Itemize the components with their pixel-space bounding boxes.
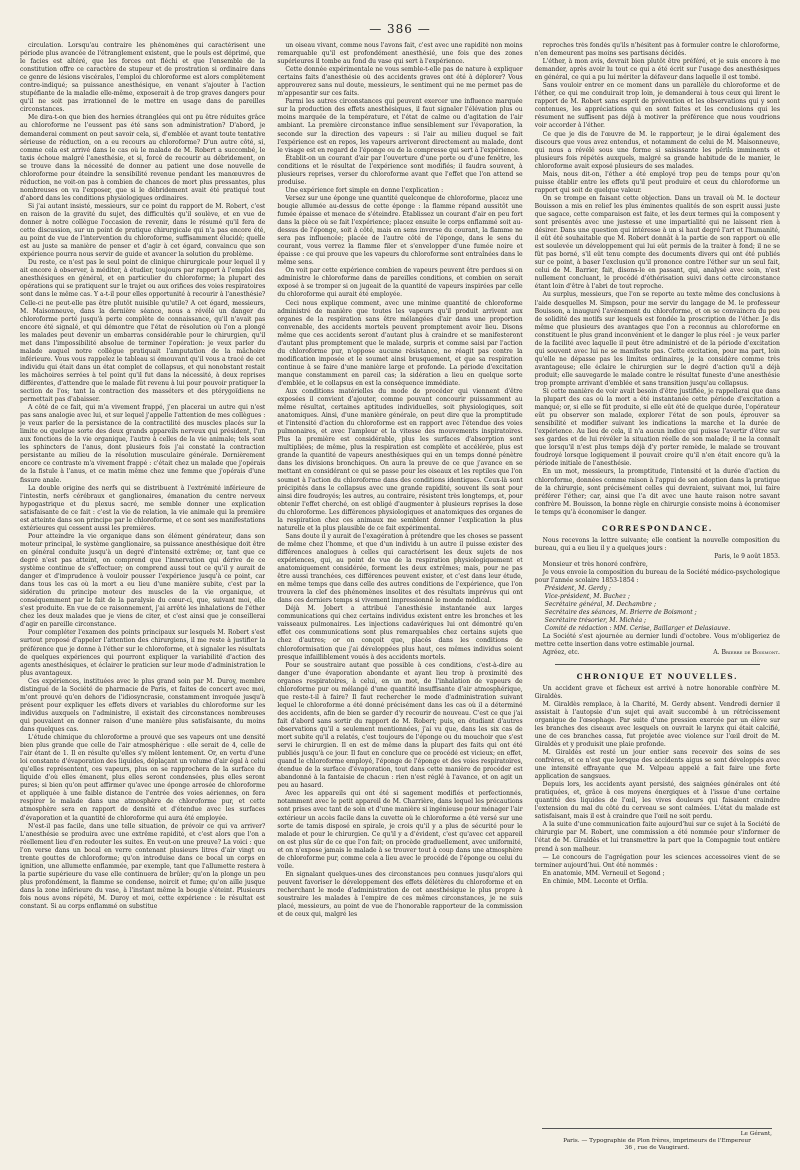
- bureau-member: Vice-président, M. Buchez ;: [544, 593, 630, 601]
- paragraph: Pour atteindre la vie organique dans son élément générateur, dans son moteur principal, le système ganglionaire, sa puissance anesthésique doit être en général conduite jusqu'à un degré d'intensité extrême; or, tant que ce degré n'est pas atteint, on comprend que l'innervation qui dérive de ce système continue de s'effectuer; on comprend aussi tout ce qu'il y aurait de danger et d'imprudence à vouloir pousser l'expérience jusqu'à ce point, car dans tous les cas où la mort a eu lieu d'une manière subite, c'est par la sidération du principe moteur des muscles de la vie organique, et conséquemment par le fait de la paralysie du cœur-ci, que, suivant moi, elle s'est produite. En vue de ce raisonnement, j'ai arrêté les inhalations de l'éther chez les deux malades que je viens de citer, et c'est ainsi que je conseillerai d'agir en pareille circonstance.: [20, 532, 266, 629]
- news-paragraph: M. Giraldès est resté un jour entier sans recevoir des soins de ses confrères, et ce n'est que lorsque des accidents aigus se sont développés avec une intensité effrayante que M. Velpeau appelé a fait faire une forte application de sangsues.: [534, 748, 780, 781]
- paragraph: Me dira-t-on que bien des hernies étranglées qui ont pu être réduites grâce au chloroforme ne l'eussent pas été sans son administration? D'abord, je demanderai comment on peut savoir cela, si, d'emblée et avant toute tentative sérieuse de réduction, on a eu recours au chloroforme? D'un autre côté, si, comme cela est arrivé dans le cas où le malade de M. Robert a succombé, le taxis échoue malgré l'anesthésie, et si, forcé de recourir au débridement, on se trouve dans la nécessité de donner au patient une dose nouvelle de chloroforme pour éteindre la sensibilité revenue pendant les manœuvres de réduction, ne voit-on pas à combien de chances de mort plus pressantes, plus nombreuses on va l'exposer, que si le débridement avait été pratiqué tout d'abord dans les conditions physiologiques ordinaires.: [20, 114, 266, 202]
- bureau-member: Secrétaire trésorier, M. Michéa ;: [544, 617, 647, 625]
- paragraph: Au surplus, messieurs, que l'on se reporte au texte même des conclusions à l'aide desquelles M. Simpson, pour me servir du langage de M. le professeur Bouisson, a inauguré l'avénement du chloroforme, et on se convaincra du peu de solidité des motifs sur lesquels est fondée la proscription de l'éther. Je dis même que plusieurs des avantages que l'on a reconnus au chloroforme en constituent le plus grand inconvénient et le danger le plus réel : je veux parler de la facilité avec laquelle il peut être administré et de la période d'excitation qui souvent avec lui ne se manifeste pas. Cette excitation, pour ma part, loin qu'elle ne dépasse pas les limites ordinaires, je la considère comme très avantageuse; elle éclaire le chirurgien sur le degré d'action qu'il a déjà produit; elle sauvegarde le malade contre le résultat funeste d'une anesthésie trop prompte arrivant d'emblée et sans transition jusqu'au collapsus.: [534, 291, 780, 387]
- letter-signoff: [535, 649, 780, 657]
- paragraph: Déjà M. Jobert a attribué l'anesthésie instantanée aux larges communications qui chez certains individus existent entre les bronches et les vaisseaux pulmonaires. Les injections cadavériques lui ont démontré qu'en effet ces communications sont plus remarquables chez certains sujets que chez d'autres; or on conçoit que, placés dans les conditions de chloroformisation que j'ai développées plus haut, ces mêmes individus soient presque infailliblement voués à des accidents mortels.: [277, 605, 523, 661]
- news-paragraph: En chimie, MM. Leconte et Orfila.: [542, 877, 648, 885]
- paragraph: Si cette manière de voir avait besoin d'être justifiée, je rappellerai que dans la plupart des cas où la mort a été instantanée cette période d'excitation a manqué; or, si elle se fût produite, si elle eût été de quelque durée, l'opérateur eût pu observer son malade, explorer l'état de son pouls, éprouver sa sensibilité et modifier suivant les indications la marche et la durée de l'expérience. Au lieu de cela, il n'a aucun indice qui puisse l'avertir d'être sur ses gardes et de lui révéler la situation réelle de son malade; il ne la connaît que lorsqu'il n'est plus temps déjà d'y porter remède, le malade se trouvant foudroyé lorsque logiquement il pouvait croire qu'il n'en était encore qu'à la période initiale de l'anesthésie.: [534, 388, 780, 468]
- news-paragraph: Depuis lors, les accidents ayant persisté, des saignées générales ont été pratiquées, et, grâce à ces moyens énergiques et à l'issue d'une certaine quantité des liquides de l'œil, les vives douleurs qui faisaient craindre l'extension du mal du côté du cerveau se sont calmées. L'état du malade est satisfaisant, mais il est à craindre que l'œil ne soit perdu.: [534, 781, 780, 821]
- columns: [20, 42, 780, 1132]
- paragraph: Sans doute il y aurait de l'exagération à prétendre que les choses se passent de même chez l'homme, et que d'un individu à un autre il puisse exister des différences analogues à celles qui caractérisent les deux sujets de nos expériences, qui, au point de vue de la respiration physiologiquement et anatomiquement considérée, forment les deux extrêmes; mais, pour ne pas être aussi tranchées, ces différences peuvent exister, et c'est dans leur étude, en même temps que dans celle des autres conditions de l'expérience, que l'on trouvera la clef des phénomènes insolites et des résultats imprévus qui ont dans ces derniers temps si vivement impressionné le monde médical.: [277, 532, 523, 605]
- paragraph: Sans vouloir entrer en ce moment dans un parallèle du chloroforme et de l'éther, ce qui me conduirait trop loin, je demanderai à tous ceux qui lirent le rapport de M. Robert sans esprit de prévention et les observations qui y sont contenues, les appréciations qui en sont faites et les conclusions qui les résument ne suffisent pas déjà à motiver la préférence que nous voudrions voir accorder à l'éther.: [534, 82, 780, 130]
- paragraph: On se trompe en faisant cette objection. Dans un travail où M. le docteur Bouisson a mis en relief les plus éminentes qualités de son esprit aussi juste que sagace, cette comparaison est faite, et les deux termes qui la composent y sont présentés avec une justesse et une impartialité qui ne laissent rien à désirer. Dans une question qui intéresse à un si haut degré l'art et l'humanité, il eût été souhaitable que M. Robert donnât à la partie de son rapport où elle est soulevée un développement qui lui eût permis de la traiter à fond; il ne se fût pas borné, s'il eût tenu compte des documents divers qui ont été publiés sur ce point, à baser l'exclusion qu'il prononce contre l'éther sur un seul fait, celui de M. Barrier, fait, disons-le en passant, qui, analysé avec soin, n'est nullement concluant, le procédé d'éthérisation suivi dans cette circonstance étant loin d'être à l'abri de tout reproche.: [534, 194, 780, 291]
- column-2: [277, 42, 522, 1132]
- paragraph: Pour compléter l'examen des points principaux sur lesquels M. Robert s'est surtout proposé d'appeler l'attention des chirurgiens, il me reste à justifier la préférence que je donne à l'éther sur le chloroforme, et à signaler les résultats de quelques expériences qui pourront expliquer la variabilité d'action des agents anesthésiques, et éclairer le praticien sur leur mode d'administration le plus avantageux.: [20, 629, 266, 677]
- letter-body: Je vous envoie la composition du bureau de la Société médico-psychologique pour l'année scolaire 1853-1854 :: [534, 569, 780, 585]
- chronique-article: [535, 685, 780, 886]
- correspondence-heading: CORRESPONDANCE.: [601, 523, 713, 533]
- paragraph: L'étude chimique du chloroforme a prouvé que ses vapeurs ont une densité bien plus grande que celle de l'air atmosphérique : elle serait de 4, celle de l'air étant de 1. Il en résulte qu'elles s'y mêlent lentement. Or, en vertu d'une loi constante d'évaporation des liquides, déplaçant un volume d'air égal à celui qu'elles représentent, ces vapeurs, plus on se rapprochera de la surface du liquide d'où elles émanent, plus elles seront condensées, plus elles seront pures; si bien qu'on peut affirmer qu'avec une éponge arrosée de chloroforme et appliquée à une faible distance de l'entrée des voies aériennes, on fera respirer le malade dans une atmosphère de chloroforme pur, et cette atmosphère sera en rapport de densité et d'étendue avec les surfaces d'évaporation et la quantité de chloroforme qui aura été employée.: [20, 734, 266, 822]
- paragraph: Établit-on un courant d'air par l'ouverture d'une porte ou d'une fenêtre, les conditions et le résultat de l'expérience sont modifiés; il faudra souvent, à plusieurs reprises, verser du chloroforme avant que l'effet que l'on attend se produise.: [277, 154, 523, 186]
- bureau-members-list: [535, 585, 780, 633]
- letter-salutation: Monsieur et très honoré confrère,: [542, 560, 648, 568]
- news-paragraph: — Le concours de l'agrégation pour les sciences accessoires vient de se terminer aujourd'hui. Ont été nommés :: [534, 853, 780, 869]
- letter-date: Paris, le 9 août 1853.: [714, 552, 780, 560]
- bureau-member: Comité de rédaction : MM. Cerise, Baillarger et Delasiauve.: [544, 625, 731, 633]
- paragraph: Aux conditions matérielles du mode de procéder qui viennent d'être exposées il convient d'ajouter, comme pouvant concourir puissamment au même résultat, certaines aptitudes individuelles, soit physiologiques, soit anatomiques. Ainsi, d'une manière générale, on peut dire que la promptitude et l'intensité d'action du chloroforme est en rapport avec l'étendue des voies pulmonaires, et avec l'ampleur et la vitesse des mouvements inspiratoires. Plus la première est considérable, plus les surfaces d'absorption sont multipliées; de même, plus la respiration est complète et accélérée, plus est grande la quantité de vapeurs anesthésiques qui en un temps donné pénètre dans les divisions bronchiques. On aura la preuve de ce que j'avance en se mettant en considérant ce qui se passe pour les oiseaux et les reptiles que l'on soumet à l'action du chloroforme dans des conditions identiques. Ceux-là sont précipités dans le collapsus avec une grande rapidité, souvent ils sont pour ainsi dire foudroyés; les autres, au contraire, résistent très longtemps, et, pour obtenir l'effet cherché, on est obligé d'augmenter à plusieurs reprises la dose du chloroforme. Les différences physiologiques et anatomiques des organes de la respiration chez ces animaux me semblent donner l'explication la plus naturelle et la plus plausible de ce fait expérimental.: [277, 388, 523, 532]
- correspondence-intro: Nous recevons la lettre suivante; elle contient la nouvelle composition du bureau, qui a eu lieu il y a quelques jours :: [534, 536, 780, 552]
- paragraph: Avec les appareils qui ont été si sagement modifiés et perfectionnés, notamment avec le petit appareil de M. Charrière, dans lequel les précautions sont prises avec tant de soin et d'une manière si ingénieuse pour ménager l'air extérieur un accès facile dans la cuvette où le chloroforme a été versé sur une sorte de tamis disposé en spirale, je crois qu'il y a plus de sécurité pour le malade et pour le chirurgien. Ce qu'il y a d'évident, c'est qu'avec cet appareil on est plus sûr de ce que l'on fait; on procède graduellement, avec uniformité, et on n'expose jamais le malade à se trouver tout à coup dans une atmosphère de chloroforme pur, comme cela a lieu avec le procédé de l'éponge ou celui du voile.: [277, 790, 523, 870]
- paragraph: Pour se soustraire autant que possible à ces conditions, c'est-à-dire au danger d'une évaporation abondante et ayant lieu trop à proximité des organes respiratoires, à celui, en un mot, de l'inhalation de vapeurs de chloroforme pur ou mélangé d'une quantité insuffisante d'air atmosphérique, que reste-t-il à faire? Il faut rechercher le mode d'administration suivant lequel le chloroforme a été donné précisément dans les cas où il a déterminé des accidents, afin de bien se garder d'y recourir de nouveau. C'est ce que j'ai fait d'abord sans sortir du rapport de M. Robert; puis, en étudiant d'autres observations qu'il a seulement mentionnées, j'ai vu que, dans les six cas de mort subite qu'il a relatés, c'est toujours de l'éponge ou du mouchoir que s'est servi le chirurgien. Il en est de même dans la plupart des faits qui ont été publiés jusqu'à ce jour. Il faut en conclure que ce procédé est vicieux; en effet, quand le chloroforme employé, l'éponge de l'éponge et des voies respiratoires, étendue de la surface d'évaporation, tout dans cette manière de procéder est abandonné à la fantaisie de chacun : rien n'est réglé à l'avance, et on agit un peu au hasard.: [277, 661, 523, 790]
- paragraph: Parmi les autres circonstances qui peuvent exercer une influence marquée sur la production des effets anesthésiques, il faut signaler l'élévation plus ou moins marquée de la température, et l'état de calme ou d'agitation de l'air ambiant. La première circonstance influe sensiblement sur l'évaporation, la seconde sur la direction des vapeurs : si l'air au milieu duquel se fait l'expérience est en repos, les vapeurs arriveront directement au malade, dont le visage est en regard de l'éponge ou de la compresse qui sert à l'expérience.: [277, 98, 523, 154]
- printer-line: Paris. — Typographie de Plon frères, imprimeurs de l'Empereur: [563, 1138, 751, 1144]
- section-divider: [555, 664, 760, 665]
- bureau-member: Secrétaire général, M. Dechambre ;: [544, 601, 657, 609]
- paragraph: Mais, nous dit-on, l'éther a été employé trop peu de temps pour qu'on puisse établir entre les effets qu'il peut produire et ceux du chloroforme un rapport qui soit de quelque valeur.: [534, 170, 780, 194]
- paragraph: Si j'ai autant insisté, messieurs, sur ce point du rapport de M. Robert, c'est en raison de la gravité du sujet, des difficultés qu'il soulève, et en vue de donner à notre collègue l'occasion de revenir, dans le résumé qu'il fera de cette discussion, sur un point de pratique chirurgicale qui n'a pas encore été, au point de vue de l'intervention du chloroforme, suffisamment élucidé; quelle est au juste sa manière de penser et d'agir à cet égard, convaincu que son expérience pourra nous servir de guide et avancer la solution du problème.: [20, 202, 266, 259]
- paragraph: A côté de ce fait, qui m'a vivement frappé, j'en placerai un autre qui n'est pas sans analogie avec lui, et sur lequel j'appelle l'attention de mes collègues : je veux parler de la persistance de la contractilité des muscles placés sur la limite ou quelque sorte des deux grands appareils nerveux qui président, l'un aux fonctions de la vie organique, l'autre à celles de la vie animale; tels sont les sphincters de l'anus, dont plusieurs fois j'ai constaté la contraction persistante au milieu de la résolution musculaire générale. Dernièrement encore ce contraste m'a vivement frappé : c'était chez un malade que j'opérais de la fistule à l'anus, et ce matin même chez une femme que j'opérais d'une fissure anale.: [20, 404, 266, 484]
- bureau-member: Président, M. Gerdy ;: [544, 585, 611, 593]
- paragraph: La double origine des nerfs qui se distribuent à l'extrémité inférieure de l'intestin, nerfs cérébraux et ganglionaires, émanation du centre nerveux hypogastrique et du plexus sacré, me semble donner une explication satisfaisante de ce fait : c'est la vie de relation, la vie animale qui la première est atteinte dans son principe par le chloroforme, et ce sont ses manifestations extérieures qui cessent aussi les premières.: [20, 484, 266, 532]
- paragraph: L'éther, à mon avis, devrait bien plutôt être préféré, et je suis encore à me demander, après avoir lu tout ce qui a été écrit sur l'usage des anesthésiques en général, ce qui a pu lui mériter la défaveur dans laquelle il est tombé.: [534, 58, 780, 82]
- paragraph: On voit par cette expérience combien de vapeurs peuvent être perdues si on administre le chloroforme dans de pareilles conditions, et combien on serait exposé à se tromper si on jugeait de la quantité de vapeurs inspirées par celle du chloroforme qui aurait été employée.: [277, 267, 523, 299]
- paragraph: circulation. Lorsqu'au contraire les phénomènes qui caractérisent une période plus avancée de l'étranglement existent, que le pouls est déprimé, que le facies est altéré, que les forces ont fléchi et que l'ensemble de la constitution offre ce caractère de stupeur et de prostration si ordinaire dans ce genre de lésions viscérales, l'emploi du chloroforme est alors complétement contre-indiqué; sa puissance anesthésique, en venant s'ajouter à l'action stupéfiante de la maladie elle-même, exposerait à de trop graves dangers pour qu'il ne soit pas irrationnel de le mettre en usage dans de pareilles circonstances.: [20, 42, 266, 114]
- letter-closing: La Société s'est ajournée au dernier lundi d'octobre. Vous m'obligeriez de mettre cette insertion dans votre estimable journal.: [534, 633, 780, 649]
- news-paragraph: Un accident grave et fâcheux est arrivé à notre honorable confrère M. Giraldès.: [534, 684, 780, 700]
- paragraph: un oiseau vivant, comme nous l'avons fait, c'est avec une rapidité non moins remarquable qu'il est profondément anesthésié, une fois que des zones supérieures il tombe au fond du vase qui sert à l'expérience.: [277, 42, 523, 66]
- bureau-member: Secrétaire des séances, M. Brierre de Boismont ;: [544, 609, 697, 617]
- paragraph: Ceci nous explique comment, avec une minime quantité de chloroforme administré de manière que toutes les vapeurs qu'il produit arrivent aux organes de la respiration sans être mélangées d'air dans une proportion convenable, des accidents mortels peuvent promptement avoir lieu. Disons même que ces accidents seront d'autant plus à craindre et se manifesteront d'autant plus promptement que le malade, surpris et comme saisi par l'action du chloroforme pur, n'oppose aucune résistance, ne réagit pas contre la modification imposée et le soumet ainsi brusquement, et que sa respiration continue à se faire d'une manière large et profonde. La période d'excitation manque constamment en pareil cas; la sidération a lieu en quelque sorte d'emblée, et le collapsus en est la conséquence immédiate.: [277, 299, 523, 387]
- paragraph: En signalant quelques-unes des circonstances peu connues jusqu'alors qui peuvent favoriser le développement des effets délétères du chloroforme et en recherchant le mode d'administration de cet anesthésique le plus propre à soustraire les malades à l'empire de ces mêmes circonstances, je ne suis placé, messieurs, au point de vue de l'honorable rapporteur de la commission et de ceux qui, malgré les: [277, 870, 523, 919]
- column-3: [535, 42, 780, 1132]
- paragraph: Du reste, ce n'est pas le seul point de clinique chirurgicale pour lequel il y ait encore à observer, à méditer, à étudier, toujours par rapport à l'emploi des anesthésiques en général, et en particulier du chloroforme; la plupart des opérations qui se pratiquent sur le trajet ou aux orifices des voies respiratoires sont dans le même cas. Y a-t-il pour elles opportunité à recourir à l'anesthésie? Celle-ci ne peut-elle pas être plutôt nuisible qu'utile? A cet égard, messieurs, M. Maisonneuve, dans la dernière séance, nous a révélé un danger du chloroforme porté jusqu'à perte complète de connaissance, qu'il n'avait pas encore été signalé, et qui démontre que l'état de résolution où l'on a plongé les malades peut devenir un embarras considérable pour le chirurgien, qu'il met dans l'impossibilité absolue de terminer l'opération: je veux parler du malade auquel notre collègue pratiquait l'amputation de la mâchoire inférieure. Vous vous rappelez le tableau si émouvant qu'il vous a tracé de cet individu qui était dans un état complet de collapsus, et qui nonobstant restait les mâchoires serrées à tel point qu'il fut dans la nécessité, à deux reprises différentes, d'attendre que le malade fût revenu à lui pour pouvoir pratiquer la section de l'os; tant la contraction des masséters et des ptérygoïdiens ne permettait pas d'abaisser.: [20, 259, 266, 404]
- letter-signature: A. Brierre de Boismont.: [713, 649, 780, 657]
- column-3-article: [535, 42, 780, 517]
- paragraph: N'est-il pas facile, dans une telle situation, de prévoir ce qui va arriver? L'anesthésie se produira avec une extrême rapidité, et c'est alors que l'on a réellement lieu d'en redouter les suites. En veut-on une preuve? La voici : que l'on verse dans un bocal en verre contenant plusieurs litres d'air vingt ou trente gouttes de chloroforme; qu'on introduise dans ce bocal un corps en ignition, une allumette enflammée, par exemple, tant que l'allumette restera à la partie supérieure du vase elle continuera de brûler; qu'on la plonge un peu plus profondément, la flamme se condense, noircit et fume; qu'on aille jusque dans la zone inférieure du vase, à l'instant même la bougie s'éteint. Plusieurs fois nous avons répété, M. Duroy et moi, cette expérience : le résultat est constant. Si au corps enflammé on substitue: [20, 822, 266, 911]
- paragraph: En un mot, messieurs, la promptitude, l'intensité et la durée d'action du chloroforme, données comme raison à l'appui de son adoption dans la pratique de la chirurgie, sont précisément celles qui devraient, suivant moi, lui faire préférer l'éther; car, ainsi que l'a dit avec une haute raison notre savant confrère M. Bouisson, la bonne règle en chirurgie consiste moins à économiser le temps qu'à économiser le danger.: [534, 468, 780, 516]
- gerant-label: Le Gérant,: [740, 1131, 772, 1137]
- printer-address: 36 , rue de Vaugirard.: [624, 1145, 690, 1151]
- paragraph: reproches très fondés qu'ils n'hésitent pas à formuler contre le chloroforme, n'en demeurent pas moins ses partisans décidés.: [534, 42, 780, 58]
- page-number: — 386 —: [369, 22, 431, 36]
- news-paragraph: En anatomie, MM. Verneuil et Segond ;: [542, 869, 665, 877]
- column-1: [20, 42, 265, 1132]
- paragraph: Versez sur une éponge une quantité quelconque de chloroforme, placez une bougie allumée au-dessus de cette éponge : la flamme répand aussitôt une fumée épaisse et menace de s'éteindre. Établissez un courant d'air en peu fort dans la pièce où se fait l'expérience; placez ensuite le corps enflammé soit au-dessus de l'éponge, soit à côté, mais en sens inverse du courant, la flamme ne sera pas influencée; placée de l'autre côté de l'éponge, dans le sens du courant, vous verrez la flamme filer et s'envelopper d'une fumée noire et épaisse : ce qui prouve que les vapeurs du chloroforme sont entraînées dans le même sens.: [277, 194, 523, 267]
- letter-signoff-text: Agréez, etc.: [542, 649, 580, 657]
- paragraph: Cette donnée expérimentale ne vous semble-t-elle pas de nature à expliquer certains faits d'anesthésie où des accidents graves ont été à déplorer? Vous approuverez sans nul doute, messieurs, le sentiment qui ne me permet pas de m'appesantir sur ces faits.: [277, 66, 523, 98]
- chronique-heading: CHRONIQUE ET NOUVELLES.: [576, 671, 739, 681]
- news-paragraph: A la suite d'une communication faite aujourd'hui sur ce sujet à la Société de chirurgie par M. Robert, une commission a été nommée pour s'informer de l'état de M. Giraldès et lui transmettre la part que la Compagnie tout entière prend à son malheur.: [534, 821, 780, 853]
- news-paragraph: M. Giraldès remplace, à la Charité, M. Gerdy absent. Vendredi dernier il assistait à l'autopsie d'un sujet qui avait succombé à un rétrécissement organique de l'œsophage. Par suite d'une pression exercée par un élève sur les branches des ciseaux avec lesquels on ouvrait le larynx qui était calcifié, une de ces branches cassa, fut projetée avec violence sur l'œil droit de M. Giraldès et y produisit une plaie profonde.: [534, 700, 780, 748]
- printer-footer: [542, 1128, 772, 1152]
- paragraph: Ces expériences, instituées avec le plus grand soin par M. Duroy, membre distingué de la Société de pharmacie de Paris, et faites de concert avec moi, m'ont prouvé qu'en dehors de l'idiosyncrasie, constamment invoquée jusqu'à présent pour expliquer les effets divers et variables du chloroforme sur les individus auxquels on l'administre, il existait des circonstances nombreuses qui pouvaient en donner raison d'une manière plus satisfaisante, du moins dans quelques cas.: [20, 677, 266, 733]
- paragraph: Ce que je dis de l'œuvre de M. le rapporteur, je le dirai également des discours que vous avez entendus, et notamment de celui de M. Maisonneuve, qui nous a révélé sous une forme si saisissante les périls imminents et plusieurs fois répétés auxquels, malgré sa grande habitude de le manier, le chloroforme avait exposé plusieurs de ses malades.: [534, 130, 780, 170]
- paragraph: Une expérience fort simple en donne l'explication :: [285, 186, 444, 194]
